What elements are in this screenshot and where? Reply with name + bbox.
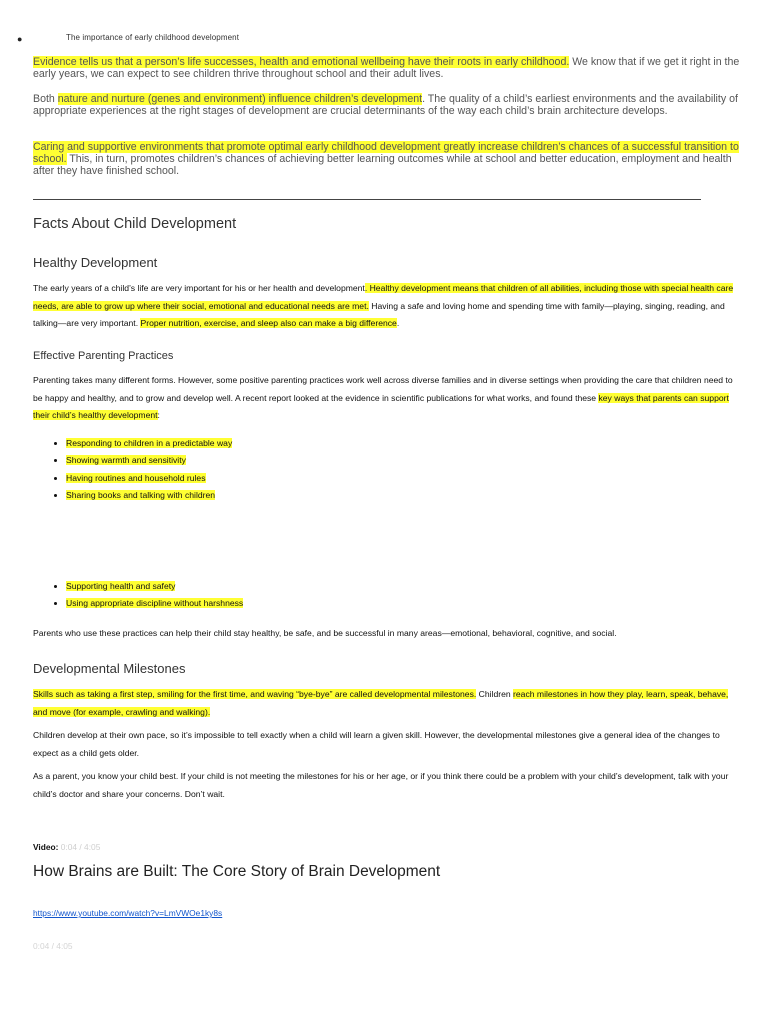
horizontal-rule bbox=[33, 199, 701, 200]
list-item: • Showing warmth and sensitivity bbox=[66, 452, 232, 469]
healthy-development-heading: Healthy Development bbox=[33, 255, 158, 270]
video-link[interactable]: https://www.youtube.com/watch?v=LmVWOe1ky8s bbox=[33, 908, 223, 918]
intro-paragraph-1: Evidence tells us that a person’s life successes, health and emotional wellbeing have their roots in early childhood. We know that if we get it right in the early years, we can expect to see children thrive throughout school and their adult lives. bbox=[33, 56, 740, 80]
parenting-practices-list bbox=[33, 435, 232, 504]
video-time: 0:04 / 4:05 bbox=[60, 842, 101, 852]
parenting-paragraph: Parenting takes many different forms. However, some positive parenting practices work well across diverse families and in diverse settings when providing the care that children need to be happy and healthy, and to grow and develop well. A recent report looked at the evidence in scientific publications for what works, and found these key ways that parents can support their child’s healthy development: bbox=[33, 375, 733, 420]
list-item: • Using appropriate discipline without harshness bbox=[66, 595, 243, 612]
parenting-closing: Parents who use these practices can help their child stay healthy, be safe, and be successful in many areas—emotional, behavioral, cognitive, and social. bbox=[33, 628, 617, 638]
video-title: How Brains are Built: The Core Story of Brain Development bbox=[33, 863, 441, 880]
highlight: Proper nutrition, exercise, and sleep also can make a big difference bbox=[140, 318, 397, 328]
list-item: • Responding to children in a predictable way bbox=[66, 435, 232, 452]
highlight: . Healthy development means that children of all abilities, including those with special health care needs, are able to grow up where their social, emotional and educational needs are met. bbox=[33, 283, 734, 311]
highlight: reach milestones in how they play, learn, speak, behave, and move (for example, crawling and walking). bbox=[33, 689, 729, 717]
list-item: • Having routines and household rules bbox=[66, 470, 232, 487]
highlight: Caring and supportive environments that promote optimal early childhood development greatly increase children’s chances of a successful transition to school. bbox=[33, 141, 739, 165]
highlight: Evidence tells us that a person’s life successes, health and emotional wellbeing have their roots in early childhood. bbox=[33, 56, 570, 68]
document-title: The importance of early childhood development bbox=[66, 33, 240, 42]
highlight: Skills such as taking a first step, smiling for the first time, and waving “bye-bye” are called developmental milestones. bbox=[33, 689, 477, 699]
parenting-heading: Effective Parenting Practices bbox=[33, 350, 174, 362]
facts-heading: Facts About Child Development bbox=[33, 216, 237, 232]
video-time-secondary: 0:04 / 4:05 bbox=[33, 941, 73, 951]
list-item: • Sharing books and talking with children bbox=[66, 487, 232, 504]
intro-paragraph-2: Both nature and nurture (genes and environment) influence children’s development. The quality of a child’s earliest environments and the availability of appropriate experiences at the right stages of development are crucial determinants of the way each child’s brain architecture develops. bbox=[33, 93, 738, 117]
bullet-dot: ● bbox=[17, 34, 23, 44]
milestones-heading: Developmental Milestones bbox=[33, 661, 186, 676]
milestones-paragraph-2: Children develop at their own pace, so it’s impossible to tell exactly when a child will learn a given skill. However, the developmental milestones give a general idea of the changes to expect as a child gets older. bbox=[33, 730, 720, 758]
highlight: key ways that parents can support their child’s healthy development bbox=[33, 392, 729, 420]
parenting-practices-list-continued bbox=[33, 578, 243, 613]
milestones-paragraph-3: As a parent, you know your child best. If your child is not meeting the milestones for his or her age, or if you think there could be a problem with your child’s development, talk with your child’s doctor and share your concerns. Don’t wait. bbox=[33, 771, 729, 799]
healthy-development-paragraph: The early years of a child’s life are very important for his or her health and development. Healthy development means that children of all abilities, including those with special health care needs, are able to grow up where their social, emotional and educational needs are met. Having a safe and loving home and spending time with family—playing, singing, reading, and talking—are very important. Proper nutrition, exercise, and sleep also can make a big difference. bbox=[33, 283, 734, 328]
video-label: Video: 0:04 / 4:05 bbox=[33, 842, 101, 852]
milestones-paragraph-1: Skills such as taking a first step, smiling for the first time, and waving “bye-bye” are called developmental milestones. Children reach milestones in how they play, learn, speak, behave, and move (for example, crawling and walking). bbox=[33, 689, 729, 717]
list-item: • Supporting health and safety bbox=[66, 578, 243, 595]
intro-paragraph-3: Caring and supportive environments that promote optimal early childhood development greatly increase children’s chances of a successful transition to school. This, in turn, promotes children’s chances of achieving better learning outcomes while at school and better education, employment and health after they have finished school. bbox=[33, 141, 739, 177]
highlight: nature and nurture (genes and environment) influence children’s development bbox=[57, 93, 423, 105]
